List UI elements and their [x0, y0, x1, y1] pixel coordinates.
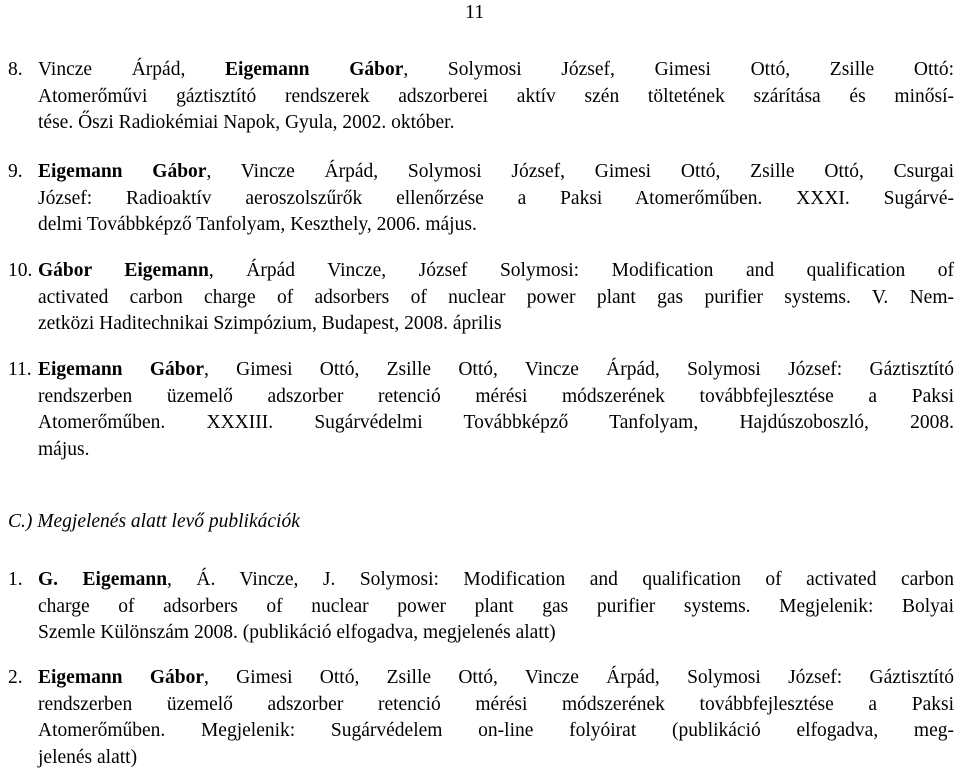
author-highlight: Gábor Eigemann: [38, 260, 209, 281]
entry-text: , Vincze Árpád, Solymosi József, Gimesi Ottó, Zsille Ottó, Csurgai: [206, 161, 954, 182]
entry-line: [38, 718, 954, 745]
section-heading: C.) Megjelenés alatt levő publikációk: [8, 511, 300, 532]
author-highlight: G. Eigemann: [38, 569, 168, 590]
entry-line: [8, 57, 954, 84]
entry-line: [38, 745, 954, 772]
entry-number: 9.: [8, 161, 23, 182]
entry-text: Atomerőműben. XXXIII. Sugárvédelmi Továbbképző Tanfolyam, Hajdúszoboszló, 2008.: [38, 412, 954, 433]
entry-line: [8, 665, 954, 692]
entry-text: , Árpád Vincze, József Solymosi: Modification and qualification of: [208, 260, 954, 281]
entry-text: delmi Továbbképző Tanfolyam, Keszthely, 2006. május.: [38, 214, 477, 235]
entry-line: [38, 384, 954, 411]
entry-text: , Gimesi Ottó, Zsille Ottó, Vincze Árpád, Solymosi József: Gáztisztító: [203, 359, 954, 380]
entry-text: Vincze Árpád,: [38, 59, 226, 80]
entry-text: , Gimesi Ottó, Zsille Ottó, Vincze Árpád, Solymosi József: Gáztisztító: [203, 667, 954, 688]
entry-number: 1.: [8, 569, 23, 590]
entry-line: [38, 692, 954, 719]
entry-line: [8, 357, 954, 384]
entry-text: rendszerben üzemelő adszorber retenció mérési módszerének továbbfejlesztése a Paksi: [38, 385, 954, 407]
entry-text: charge of adsorbers of nuclear power plant gas purifier systems. Megjelenik: Bolyai: [38, 595, 954, 617]
author-highlight: Eigemann Gábor: [38, 359, 204, 380]
entry-text: rendszerben üzemelő adszorber retenció mérési módszerének továbbfejlesztése a Paksi: [38, 693, 954, 715]
entry-text: tése. Őszi Radiokémiai Napok, Gyula, 2002. október.: [38, 112, 455, 133]
entry-text: József: Radioaktív aeroszolszűrők ellenőrzése a Paksi Atomerőműben. XXXI. Sugárvé-: [38, 187, 954, 209]
entry-text: activated carbon charge of adsorbers of nuclear power plant gas purifier systems. V. Nem-: [38, 286, 954, 308]
entry-line: [38, 410, 954, 437]
entry-text: május.: [38, 438, 90, 460]
entry-line: [38, 186, 954, 213]
entry-line: [38, 311, 954, 338]
entry-line: [38, 84, 954, 111]
entry-text: , Á. Vincze, J. Solymosi: Modification and qualification of activated carbon: [167, 569, 955, 590]
entry-line: [38, 110, 954, 137]
entry-line: [8, 258, 954, 285]
entry-line: [38, 212, 954, 239]
entry-line: [38, 285, 954, 312]
entry-number: 8.: [8, 59, 23, 80]
entry-number: 2.: [8, 667, 23, 688]
entry-text: Atomerőművi gáztisztító rendszerek adszorberei aktív szén töltetének szárítása és minősí-: [38, 85, 954, 107]
entry-text: zetközi Haditechnikai Szimpózium, Budapest, 2008. április: [38, 313, 502, 334]
entry-number: 10.: [8, 260, 33, 281]
entry-text: Atomerőműben. Megjelenik: Sugárvédelem on-line folyóirat (publikáció elfogadva, meg-: [38, 720, 954, 741]
entry-line: [38, 437, 954, 464]
entry-line: [8, 567, 954, 594]
entry-number: 11.: [8, 359, 32, 380]
entry-text: jelenés alatt): [38, 746, 138, 768]
entry-text: Szemle Különszám 2008. (publikáció elfogadva, megjelenés alatt): [38, 622, 556, 643]
author-highlight: Eigemann Gábor: [38, 161, 207, 182]
entry-line: [38, 594, 954, 621]
author-highlight: Eigemann Gábor: [38, 667, 204, 688]
page-number: 11: [465, 1, 485, 23]
author-highlight: Eigemann Gábor: [225, 59, 404, 80]
entry-line: [38, 620, 954, 647]
entry-line: [8, 159, 954, 186]
entry-text: , Solymosi József, Gimesi Ottó, Zsille Ottó:: [403, 59, 954, 80]
